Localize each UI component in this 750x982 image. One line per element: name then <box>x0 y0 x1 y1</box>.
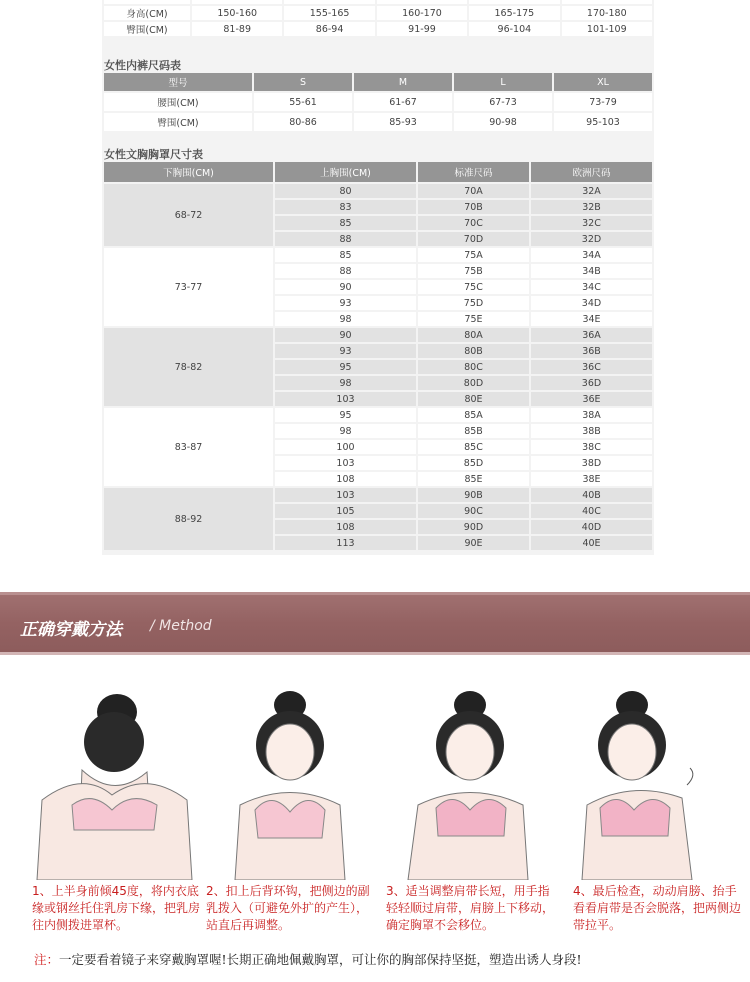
eu-size-cell: 40E <box>531 536 652 552</box>
standard-size-cell: 80C <box>418 360 529 376</box>
step-2-illustration <box>200 680 380 880</box>
over-bust-cell: 113 <box>275 536 416 552</box>
table-row <box>104 113 652 133</box>
over-bust-cell: 90 <box>275 328 416 344</box>
under-bust-cell: 88-92 <box>104 488 273 552</box>
column-header: XL <box>554 73 652 93</box>
under-bust-cell: 68-72 <box>104 184 273 248</box>
standard-size-cell: 85D <box>418 456 529 472</box>
eu-size-cell: 34B <box>531 264 652 280</box>
column-header: L <box>454 73 552 93</box>
standard-size-cell: 85A <box>418 408 529 424</box>
over-bust-cell: 100 <box>275 440 416 456</box>
eu-size-cell: 36D <box>531 376 652 392</box>
step-1-text: 1、上半身前倾45度，将内衣底缘或钢丝托住乳房下缘，把乳房往内侧拨进罩杯。 <box>32 884 201 932</box>
table-cell: 81-89 <box>192 22 282 38</box>
column-header: S <box>254 73 352 93</box>
over-bust-cell: 85 <box>275 248 416 264</box>
standard-size-cell: 80D <box>418 376 529 392</box>
standard-size-cell: 70D <box>418 232 529 248</box>
eu-size-cell: 34C <box>531 280 652 296</box>
over-bust-cell: 95 <box>275 408 416 424</box>
eu-size-cell: 34A <box>531 248 652 264</box>
size-chart-panel <box>102 0 654 555</box>
step-3-text: 3、适当调整肩带长短，用手指轻轻顺过肩带，肩膀上下移动，确定胸罩不会移位。 <box>386 884 555 932</box>
eu-size-cell: 36A <box>531 328 652 344</box>
table-row <box>104 248 652 264</box>
row-label: 臀围(CM) <box>104 113 252 133</box>
standard-size-cell: 90E <box>418 536 529 552</box>
size-table-top <box>102 0 654 38</box>
standard-size-cell: 85B <box>418 424 529 440</box>
table-row <box>104 184 652 200</box>
over-bust-cell: 103 <box>275 456 416 472</box>
standard-size-cell: 80B <box>418 344 529 360</box>
eu-size-cell: 40D <box>531 520 652 536</box>
table-row <box>104 408 652 424</box>
eu-size-cell: 38D <box>531 456 652 472</box>
column-header: 型号 <box>104 73 252 93</box>
table-cell: 96-104 <box>469 22 559 38</box>
table-row <box>104 93 652 113</box>
table-cell: 86-94 <box>284 22 374 38</box>
eu-size-cell: 34D <box>531 296 652 312</box>
eu-size-cell: 38C <box>531 440 652 456</box>
over-bust-cell: 80 <box>275 184 416 200</box>
eu-size-cell: 32A <box>531 184 652 200</box>
bra-size-table <box>102 162 654 552</box>
row-label: 臀围(CM) <box>104 22 190 38</box>
column-header: 标准尺码 <box>418 162 529 184</box>
table-cell: 67-73 <box>454 93 552 113</box>
standard-size-cell: 75E <box>418 312 529 328</box>
row-label: 腰围(CM) <box>104 93 252 113</box>
eu-size-cell: 36C <box>531 360 652 376</box>
table-cell: 91-99 <box>377 22 467 38</box>
over-bust-cell: 105 <box>275 504 416 520</box>
table-row <box>104 488 652 504</box>
over-bust-cell: 90 <box>275 280 416 296</box>
standard-size-cell: 75A <box>418 248 529 264</box>
standard-size-cell: 90D <box>418 520 529 536</box>
table-cell: 55-61 <box>254 93 352 113</box>
briefs-size-table <box>102 73 654 133</box>
table-cell: 101-109 <box>562 22 652 38</box>
standard-size-cell: 85C <box>418 440 529 456</box>
over-bust-cell: 88 <box>275 232 416 248</box>
over-bust-cell: 83 <box>275 200 416 216</box>
over-bust-cell: 108 <box>275 520 416 536</box>
over-bust-cell: 103 <box>275 392 416 408</box>
table-cell: 155-165 <box>284 6 374 22</box>
standard-size-cell: 80A <box>418 328 529 344</box>
step-2-text: 2、扣上后背环钩，把侧边的副乳拨入（可避免外扩的产生），站直后再调整。 <box>206 884 370 932</box>
step-4-text: 4、最后检查，动动肩膀、抬手看看肩带是否会脱落，把两侧边带拉平。 <box>573 884 742 932</box>
standard-size-cell: 90B <box>418 488 529 504</box>
over-bust-cell: 103 <box>275 488 416 504</box>
eu-size-cell: 40B <box>531 488 652 504</box>
note-text: 一定要看着镜子来穿戴胸罩喔!长期正确地佩戴胸罩，可让你的胸部保持坚挺，塑造出诱人身段! <box>59 952 582 967</box>
eu-size-cell: 32B <box>531 200 652 216</box>
over-bust-cell: 108 <box>275 472 416 488</box>
eu-size-cell: 34E <box>531 312 652 328</box>
table-row <box>104 22 652 38</box>
table-header-row <box>104 162 652 184</box>
table-cell: 95-103 <box>554 113 652 133</box>
bra-title: 女性文胸胸罩尺寸表 <box>104 148 203 161</box>
table-cell: 73-79 <box>554 93 652 113</box>
eu-size-cell: 38A <box>531 408 652 424</box>
column-header: 下胸围(CM) <box>104 162 273 184</box>
table-cell: 85-93 <box>354 113 452 133</box>
step-3-illustration <box>378 680 558 880</box>
table-row <box>104 6 652 22</box>
wearing-note <box>34 950 582 968</box>
standard-size-cell: 70B <box>418 200 529 216</box>
column-header: M <box>354 73 452 93</box>
standard-size-cell: 70A <box>418 184 529 200</box>
table-cell: 165-175 <box>469 6 559 22</box>
table-header-row <box>104 73 652 93</box>
under-bust-cell: 73-77 <box>104 248 273 328</box>
standard-size-cell: 90C <box>418 504 529 520</box>
briefs-title: 女性内裤尺码表 <box>104 59 181 72</box>
eu-size-cell: 40C <box>531 504 652 520</box>
eu-size-cell: 32D <box>531 232 652 248</box>
step-1-illustration <box>22 680 202 880</box>
standard-size-cell: 80E <box>418 392 529 408</box>
over-bust-cell: 88 <box>275 264 416 280</box>
table-cell: 90-98 <box>454 113 552 133</box>
eu-size-cell: 36E <box>531 392 652 408</box>
eu-size-cell: 38B <box>531 424 652 440</box>
eu-size-cell: 36B <box>531 344 652 360</box>
method-banner <box>0 592 750 655</box>
over-bust-cell: 98 <box>275 424 416 440</box>
over-bust-cell: 98 <box>275 376 416 392</box>
table-cell: 150-160 <box>192 6 282 22</box>
over-bust-cell: 85 <box>275 216 416 232</box>
over-bust-cell: 98 <box>275 312 416 328</box>
note-label: 注： <box>34 952 60 967</box>
table-row <box>104 328 652 344</box>
standard-size-cell: 75B <box>418 264 529 280</box>
column-header: 欧洲尺码 <box>531 162 652 184</box>
eu-size-cell: 38E <box>531 472 652 488</box>
table-cell: 61-67 <box>354 93 452 113</box>
row-label: 身高(CM) <box>104 6 190 22</box>
table-cell: 170-180 <box>562 6 652 22</box>
over-bust-cell: 93 <box>275 296 416 312</box>
step-4-illustration <box>562 680 742 880</box>
over-bust-cell: 95 <box>275 360 416 376</box>
table-cell: 80-86 <box>254 113 352 133</box>
banner-title: 正确穿戴方法 <box>20 620 122 640</box>
standard-size-cell: 70C <box>418 216 529 232</box>
column-header: 上胸围(CM) <box>275 162 416 184</box>
standard-size-cell: 75D <box>418 296 529 312</box>
standard-size-cell: 75C <box>418 280 529 296</box>
table-cell: 160-170 <box>377 6 467 22</box>
standard-size-cell: 85E <box>418 472 529 488</box>
banner-subtitle: / Method <box>150 618 212 634</box>
under-bust-cell: 78-82 <box>104 328 273 408</box>
over-bust-cell: 93 <box>275 344 416 360</box>
under-bust-cell: 83-87 <box>104 408 273 488</box>
eu-size-cell: 32C <box>531 216 652 232</box>
